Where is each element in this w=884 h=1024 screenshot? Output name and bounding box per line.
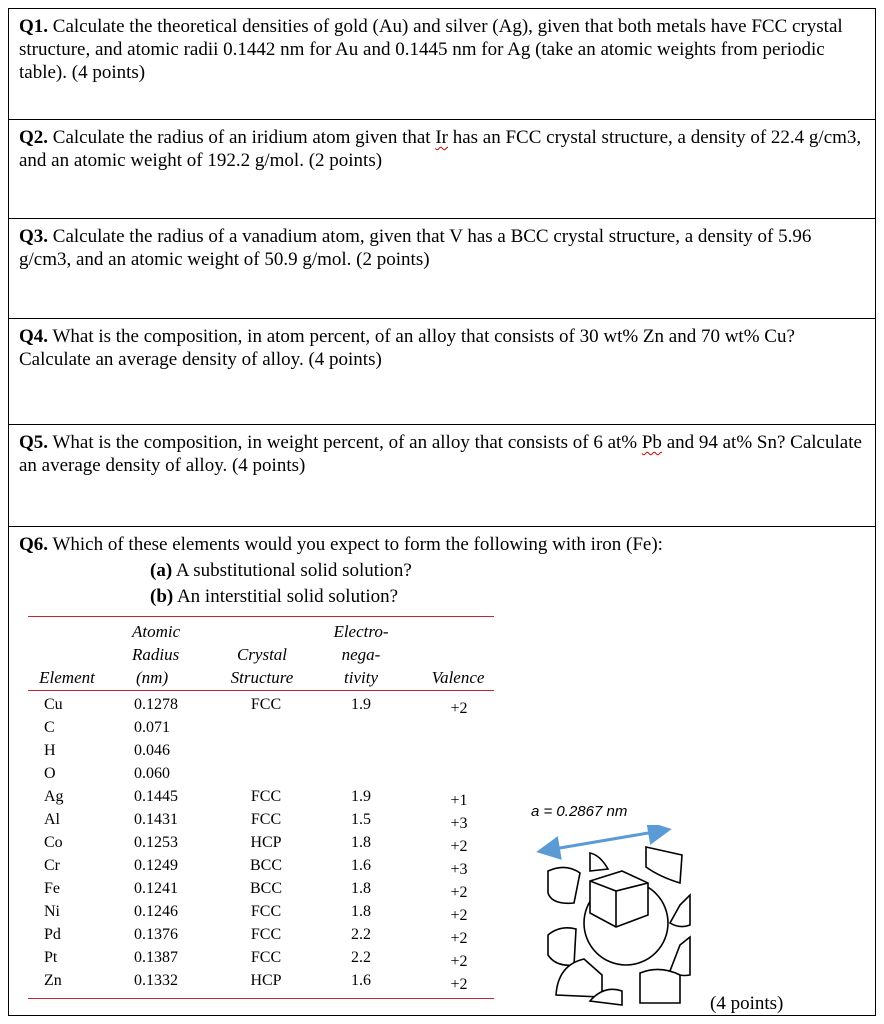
cell-radius: 0.1241 [134,880,178,897]
question-3-box [8,218,876,318]
question-1-box [8,8,876,119]
cell-electronegativity: 1.6 [351,972,371,989]
cell-radius: 0.1376 [134,926,178,943]
cell-valence: +3 [450,861,468,878]
cell-element: Al [44,811,60,828]
cell-element: Cr [44,857,60,874]
question-2-box [8,119,876,218]
question-3: Q3. Calculate the radius of a vanadium atom, given that V has a BCC crystal structure, a density of 5.96 g/cm3, and an atomic weight of 50.9 g/mol. (2 points) [19,226,812,270]
q6-part-b: (b) An interstitial solid solution? [150,586,399,607]
cell-radius: 0.1445 [134,788,178,805]
cell-electronegativity: 1.6 [351,857,371,874]
cell-element: Fe [44,880,60,897]
cell-valence: +2 [450,953,468,970]
header-element: Element [39,668,95,687]
cell-radius: 0.1332 [134,972,178,989]
header-electroneg-2: nega- [341,645,381,664]
cell-element: Ni [44,903,60,920]
cell-radius: 0.1387 [134,949,178,966]
cell-structure: HCP [250,972,282,989]
cell-structure: FCC [250,811,282,828]
cell-element: Ag [44,788,64,805]
cell-electronegativity: 2.2 [351,949,371,966]
cell-structure: BCC [249,857,282,874]
cell-structure: HCP [250,834,282,851]
cell-electronegativity: 2.2 [351,926,371,943]
cell-valence: +3 [450,815,468,832]
cell-electronegativity: 1.8 [351,903,371,920]
question-2: Q2. Calculate the radius of an iridium atom given that Ir has an FCC crystal structure, a density of 22.4 g/cm3, and an atomic weight of 192.2 g/mol. (2 points) [19,127,862,171]
table-header-rule [28,690,494,691]
cell-electronegativity: 1.9 [351,788,371,805]
cell-radius: 0.060 [134,765,170,782]
cell-element: Cu [44,696,63,713]
cell-element: Co [44,834,63,851]
q6-part-a: (a) A substitutional solid solution? [150,560,412,581]
header-radius-2: Radius [132,645,180,664]
bcc-unit-cell-figure [530,825,700,1010]
question-4-box [8,318,876,424]
cell-radius: 0.046 [134,742,170,759]
question-5: Q5. What is the composition, in weight percent, of an alloy that consists of 6 at% Pb and 94 at% Sn? Calculate an average density of alloy. (4 points) [19,432,862,476]
header-structure-2: Structure [230,668,294,687]
cell-radius: 0.1246 [134,903,178,920]
cell-valence: +2 [450,884,468,901]
cell-valence: +2 [450,930,468,947]
cell-radius: 0.1278 [134,696,178,713]
table-top-rule [28,616,494,617]
question-4: Q4. What is the composition, in atom percent, of an alloy that consists of 30 wt% Zn and 70 wt% Cu? Calculate an average density of alloy. (4 points) [19,326,795,370]
cell-structure: FCC [250,926,282,943]
cell-electronegativity: 1.5 [351,811,371,828]
cell-radius: 0.1253 [134,834,178,851]
cell-valence: +2 [450,700,468,717]
cell-valence: +2 [450,838,468,855]
header-valence: Valence [431,668,485,687]
header-radius-1: Atomic [132,622,181,641]
cell-valence: +1 [450,792,468,809]
cell-structure: FCC [250,696,282,713]
cell-valence: +2 [450,907,468,924]
question-5-box [8,424,876,526]
cell-electronegativity: 1.8 [351,834,371,851]
cell-element: H [44,742,56,759]
cell-structure: FCC [250,903,282,920]
lattice-parameter-label: a = 0.2867 nm [531,803,628,820]
spellcheck-word: Pb [641,432,662,453]
cell-electronegativity: 1.8 [351,880,371,897]
cell-structure: FCC [250,788,282,805]
cell-element: C [44,719,55,736]
points-note: (4 points) [710,993,784,1014]
cell-element: Pd [44,926,61,943]
cell-structure: FCC [250,949,282,966]
lattice-arrow [548,831,660,850]
cell-element: Pt [44,949,58,966]
spellcheck-word: Ir [435,127,448,148]
header-electroneg-1: Electro- [333,622,389,641]
cell-element: Zn [44,972,62,989]
header-electroneg-3: tivity [344,668,378,687]
cell-valence: +2 [450,976,468,993]
cell-radius: 0.1431 [134,811,178,828]
cell-electronegativity: 1.9 [351,696,371,713]
cell-element: O [44,765,56,782]
cell-radius: 0.1249 [134,857,178,874]
table-bottom-rule [28,998,494,999]
question-6: Q6. Which of these elements would you expect to form the following with iron (Fe): [19,534,663,555]
header-structure-1: Crystal [236,645,288,664]
cell-structure: BCC [249,880,282,897]
question-1: Q1. Calculate the theoretical densities of gold (Au) and silver (Ag), given that both metals have FCC crystal structure, and atomic radii 0.1442 nm for Au and 0.1445 nm for Ag (take an atomic weights from periodic table). (4 points) [19,16,843,83]
header-radius-3: (nm) [136,668,169,687]
cell-radius: 0.071 [134,719,170,736]
